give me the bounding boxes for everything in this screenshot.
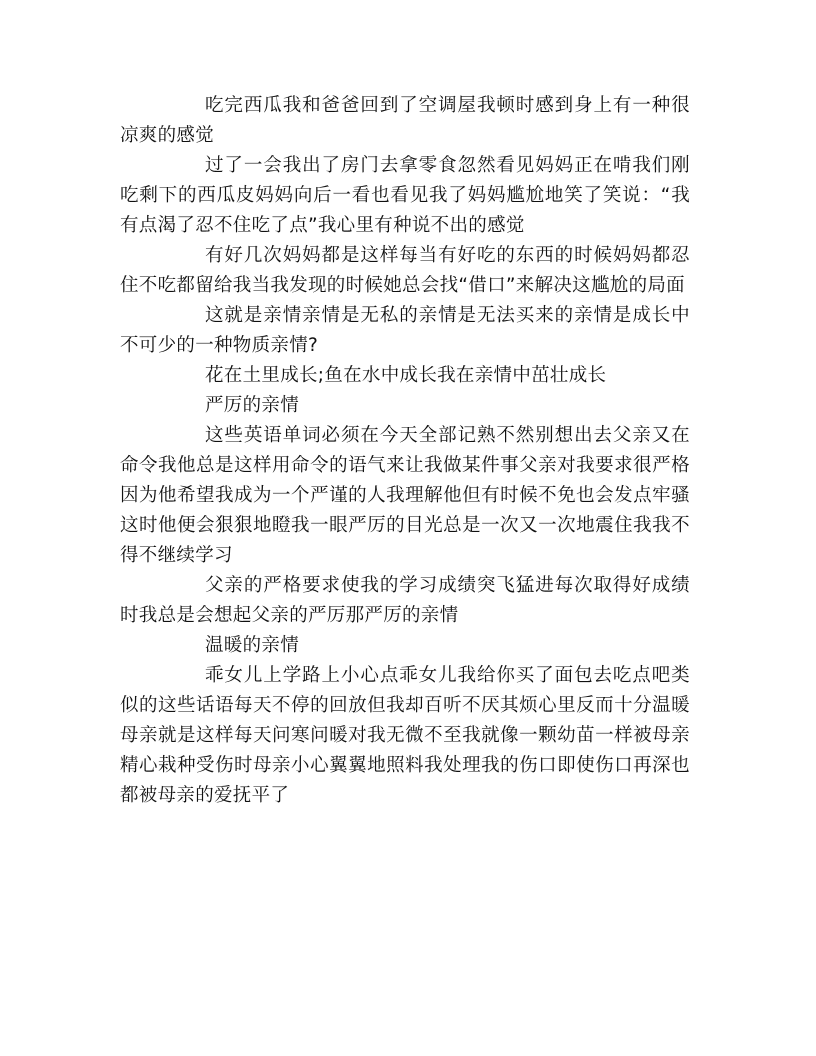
paragraph-mother-sacrifice: 有好几次妈妈都是这样每当有好吃的东西的时候妈妈都忍住不吃都留给我当我发现的时候她总会找“借口”来解决这尴尬的局面 — [120, 245, 690, 296]
paragraph-watermelon: 吃完西瓜我和爸爸回到了空调屋我顿时感到身上有一种很凉爽的感觉 — [120, 95, 690, 146]
paragraph-growth-metaphor: 花在土里成长;鱼在水中成长我在亲情中茁壮成长 — [205, 365, 607, 386]
essay-body — [120, 91, 690, 811]
paragraph-family-love-definition: 这就是亲情亲情是无私的亲情是无法买来的亲情是成长中不可少的一种物质亲情? — [120, 305, 690, 356]
paragraph-mother-warmth: 乖女儿上学路上小心点乖女儿我给你买了面包去吃点吧类似的这些话语每天不停的回放但我却百听不厌其烦心里反而十分温暖母亲就是这样每天问寒问暖对我无微不至我就像一颗幼苗一样被母亲精心栽种受伤时母亲小心翼翼地照料我处理我的伤口即使伤口再深也都被母亲的爱抚平了 — [120, 665, 690, 806]
section-heading-warm-love: 温暖的亲情 — [205, 635, 300, 656]
paragraph-father-strict: 这些英语单词必须在今天全部记熟不然别想出去父亲又在命令我他总是这样用命令的语气来让我做某件事父亲对我要求很严格因为他希望我成为一个严谨的人我理解他但有时候不免也会发点牢骚这时他便会狠狠地瞪我一眼严厉的目光总是一次又一次地震住我我不得不继续学习 — [120, 425, 690, 566]
paragraph-mother-eating-rind: 过了一会我出了房门去拿零食忽然看见妈妈正在啃我们刚吃剩下的西瓜皮妈妈向后一看也看见我了妈妈尴尬地笑了笑说：“我有点渴了忍不住吃了点”我心里有种说不出的感觉 — [120, 155, 690, 236]
section-heading-strict-love: 严厉的亲情 — [205, 395, 300, 416]
paragraph-father-results: 父亲的严格要求使我的学习成绩突飞猛进每次取得好成绩时我总是会想起父亲的严厉那严厉的亲情 — [120, 575, 690, 626]
